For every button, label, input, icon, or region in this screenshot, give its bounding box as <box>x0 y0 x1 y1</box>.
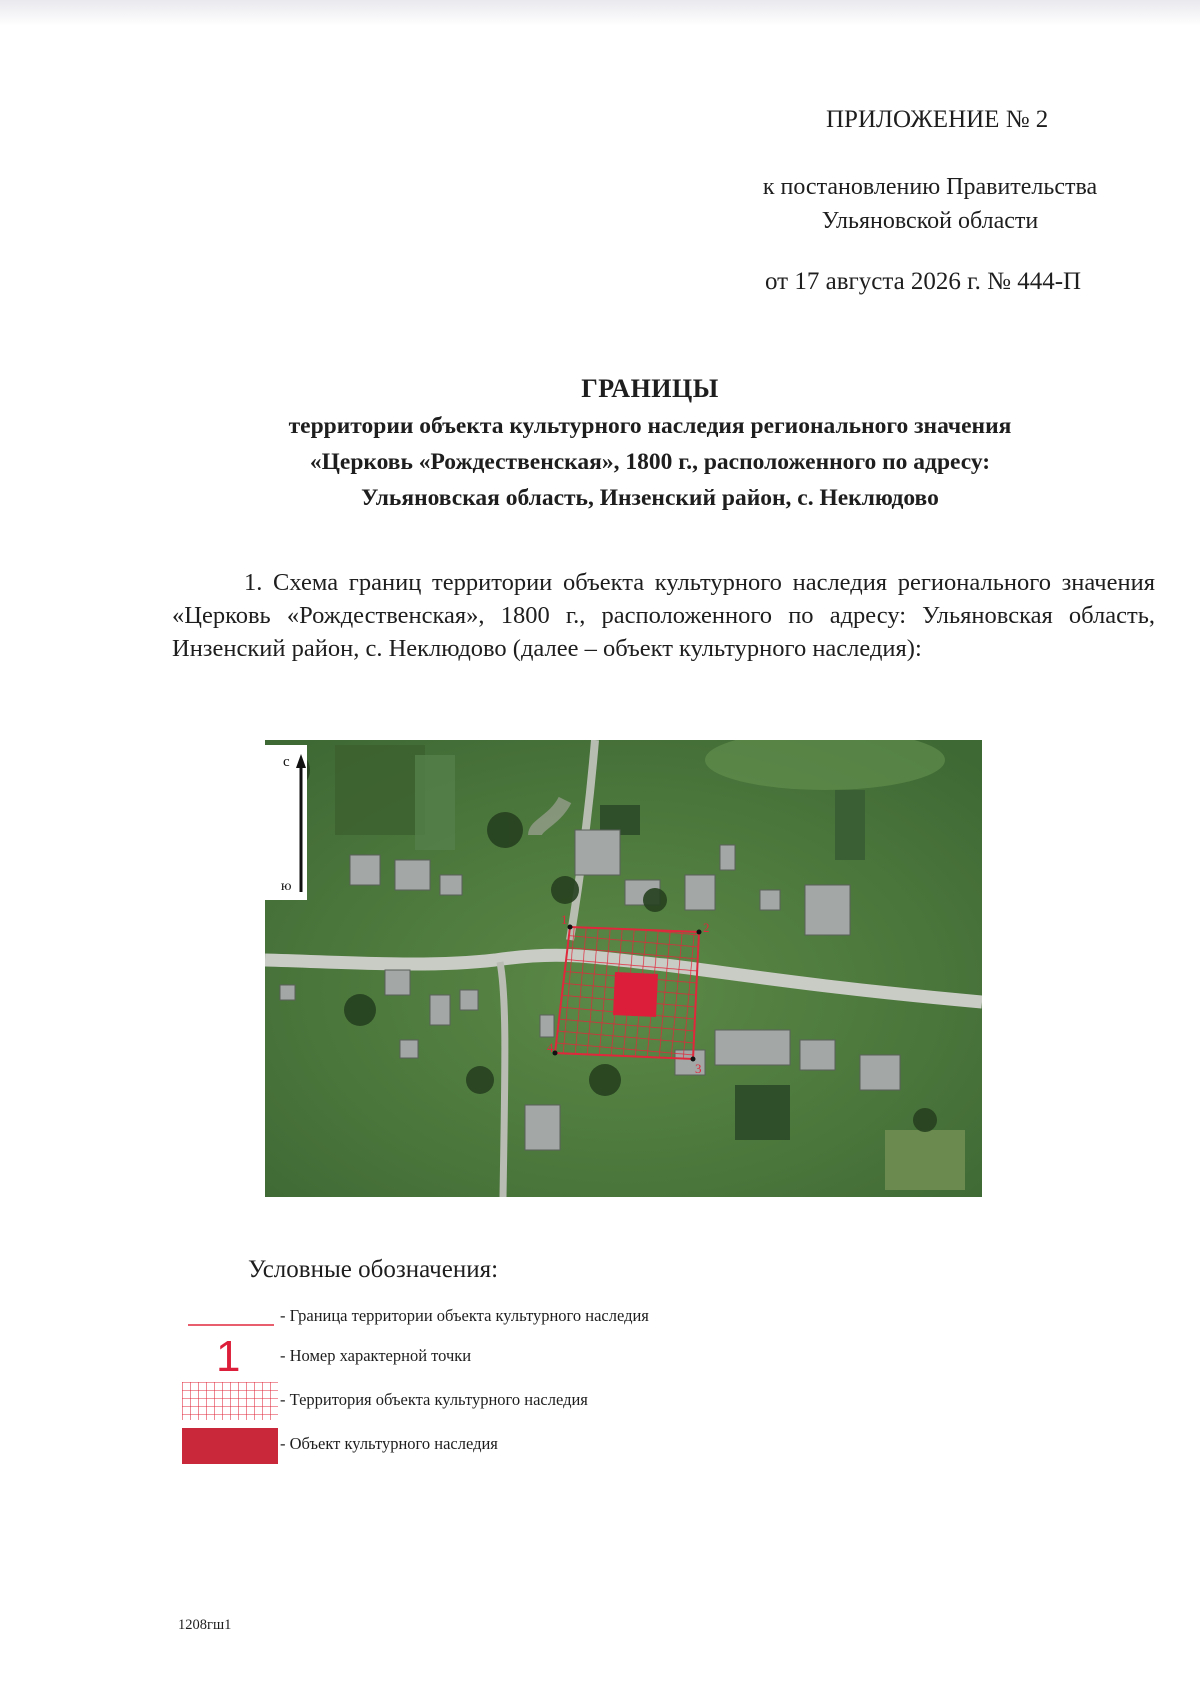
legend-item-boundary <box>182 1300 782 1340</box>
boundary-line-symbol <box>188 1300 274 1330</box>
appendix-title: ПРИЛОЖЕНИЕ № 2 <box>826 106 1049 133</box>
legend-item-object <box>182 1428 782 1468</box>
legend-item-point-number <box>182 1332 782 1381</box>
legend-text-boundary: - Граница территории объекта культурного наследия <box>280 1306 649 1325</box>
point-4-label: 4 <box>547 1040 554 1055</box>
decree-line-1: к постановлению Правительства <box>762 174 1098 200</box>
heading-line-3: «Церковь «Рождественская», 1800 г., расположенного по адресу: <box>309 449 991 475</box>
document-heading <box>150 370 1150 516</box>
garden-plot <box>415 755 455 850</box>
north-label: с <box>283 754 290 770</box>
point-2-marker <box>697 930 702 935</box>
heading-line-1: ГРАНИЦЫ <box>581 374 719 403</box>
garden-plot <box>885 1130 965 1190</box>
decree-reference <box>700 170 1160 238</box>
heading-line-4: Ульяновская область, Инзенский район, с. Неклюдово <box>361 485 939 511</box>
legend-text-point-number: - Номер характерной точки <box>280 1346 472 1365</box>
garden-plot <box>835 790 865 860</box>
point-number-symbol: 1 <box>216 1332 241 1381</box>
legend-item-territory <box>182 1382 782 1422</box>
footer-code: 1208гш1 <box>178 1617 232 1633</box>
garden-plot <box>735 1085 790 1140</box>
scan-top-edge <box>0 0 1200 26</box>
territory-grid-symbol <box>182 1382 278 1420</box>
heading-line-2: территории объекта культурного наследия регионального значения <box>288 413 1012 439</box>
garden-plot <box>335 745 425 835</box>
scheme-paragraph: 1. Схема границ территории объекта культурного наследия регионального значения «Церковь «Рождественская», 1800 г., расположенного по адресу: Ульяновская область, Инзенский район, с. Неклюдово (далее – объект культурного наследия): <box>172 569 1155 662</box>
south-label: ю <box>281 879 292 894</box>
point-3-label: 3 <box>695 1061 702 1076</box>
legend-text-object: - Объект культурного наследия <box>280 1434 498 1453</box>
legend-title: Условные обозначения: <box>248 1256 499 1283</box>
legend-text-territory: - Территория объекта культурного наследия <box>280 1390 588 1409</box>
point-1-marker <box>568 925 573 930</box>
satellite-map <box>265 740 982 1197</box>
decree-line-2: Ульяновской области <box>821 208 1039 234</box>
decree-date: от 17 августа 2026 г. № 444-П <box>765 268 1082 295</box>
point-2-label: 2 <box>703 920 710 935</box>
point-1-label: 1 <box>561 912 568 927</box>
object-fill-symbol <box>182 1428 278 1464</box>
heritage-object <box>613 972 658 1017</box>
